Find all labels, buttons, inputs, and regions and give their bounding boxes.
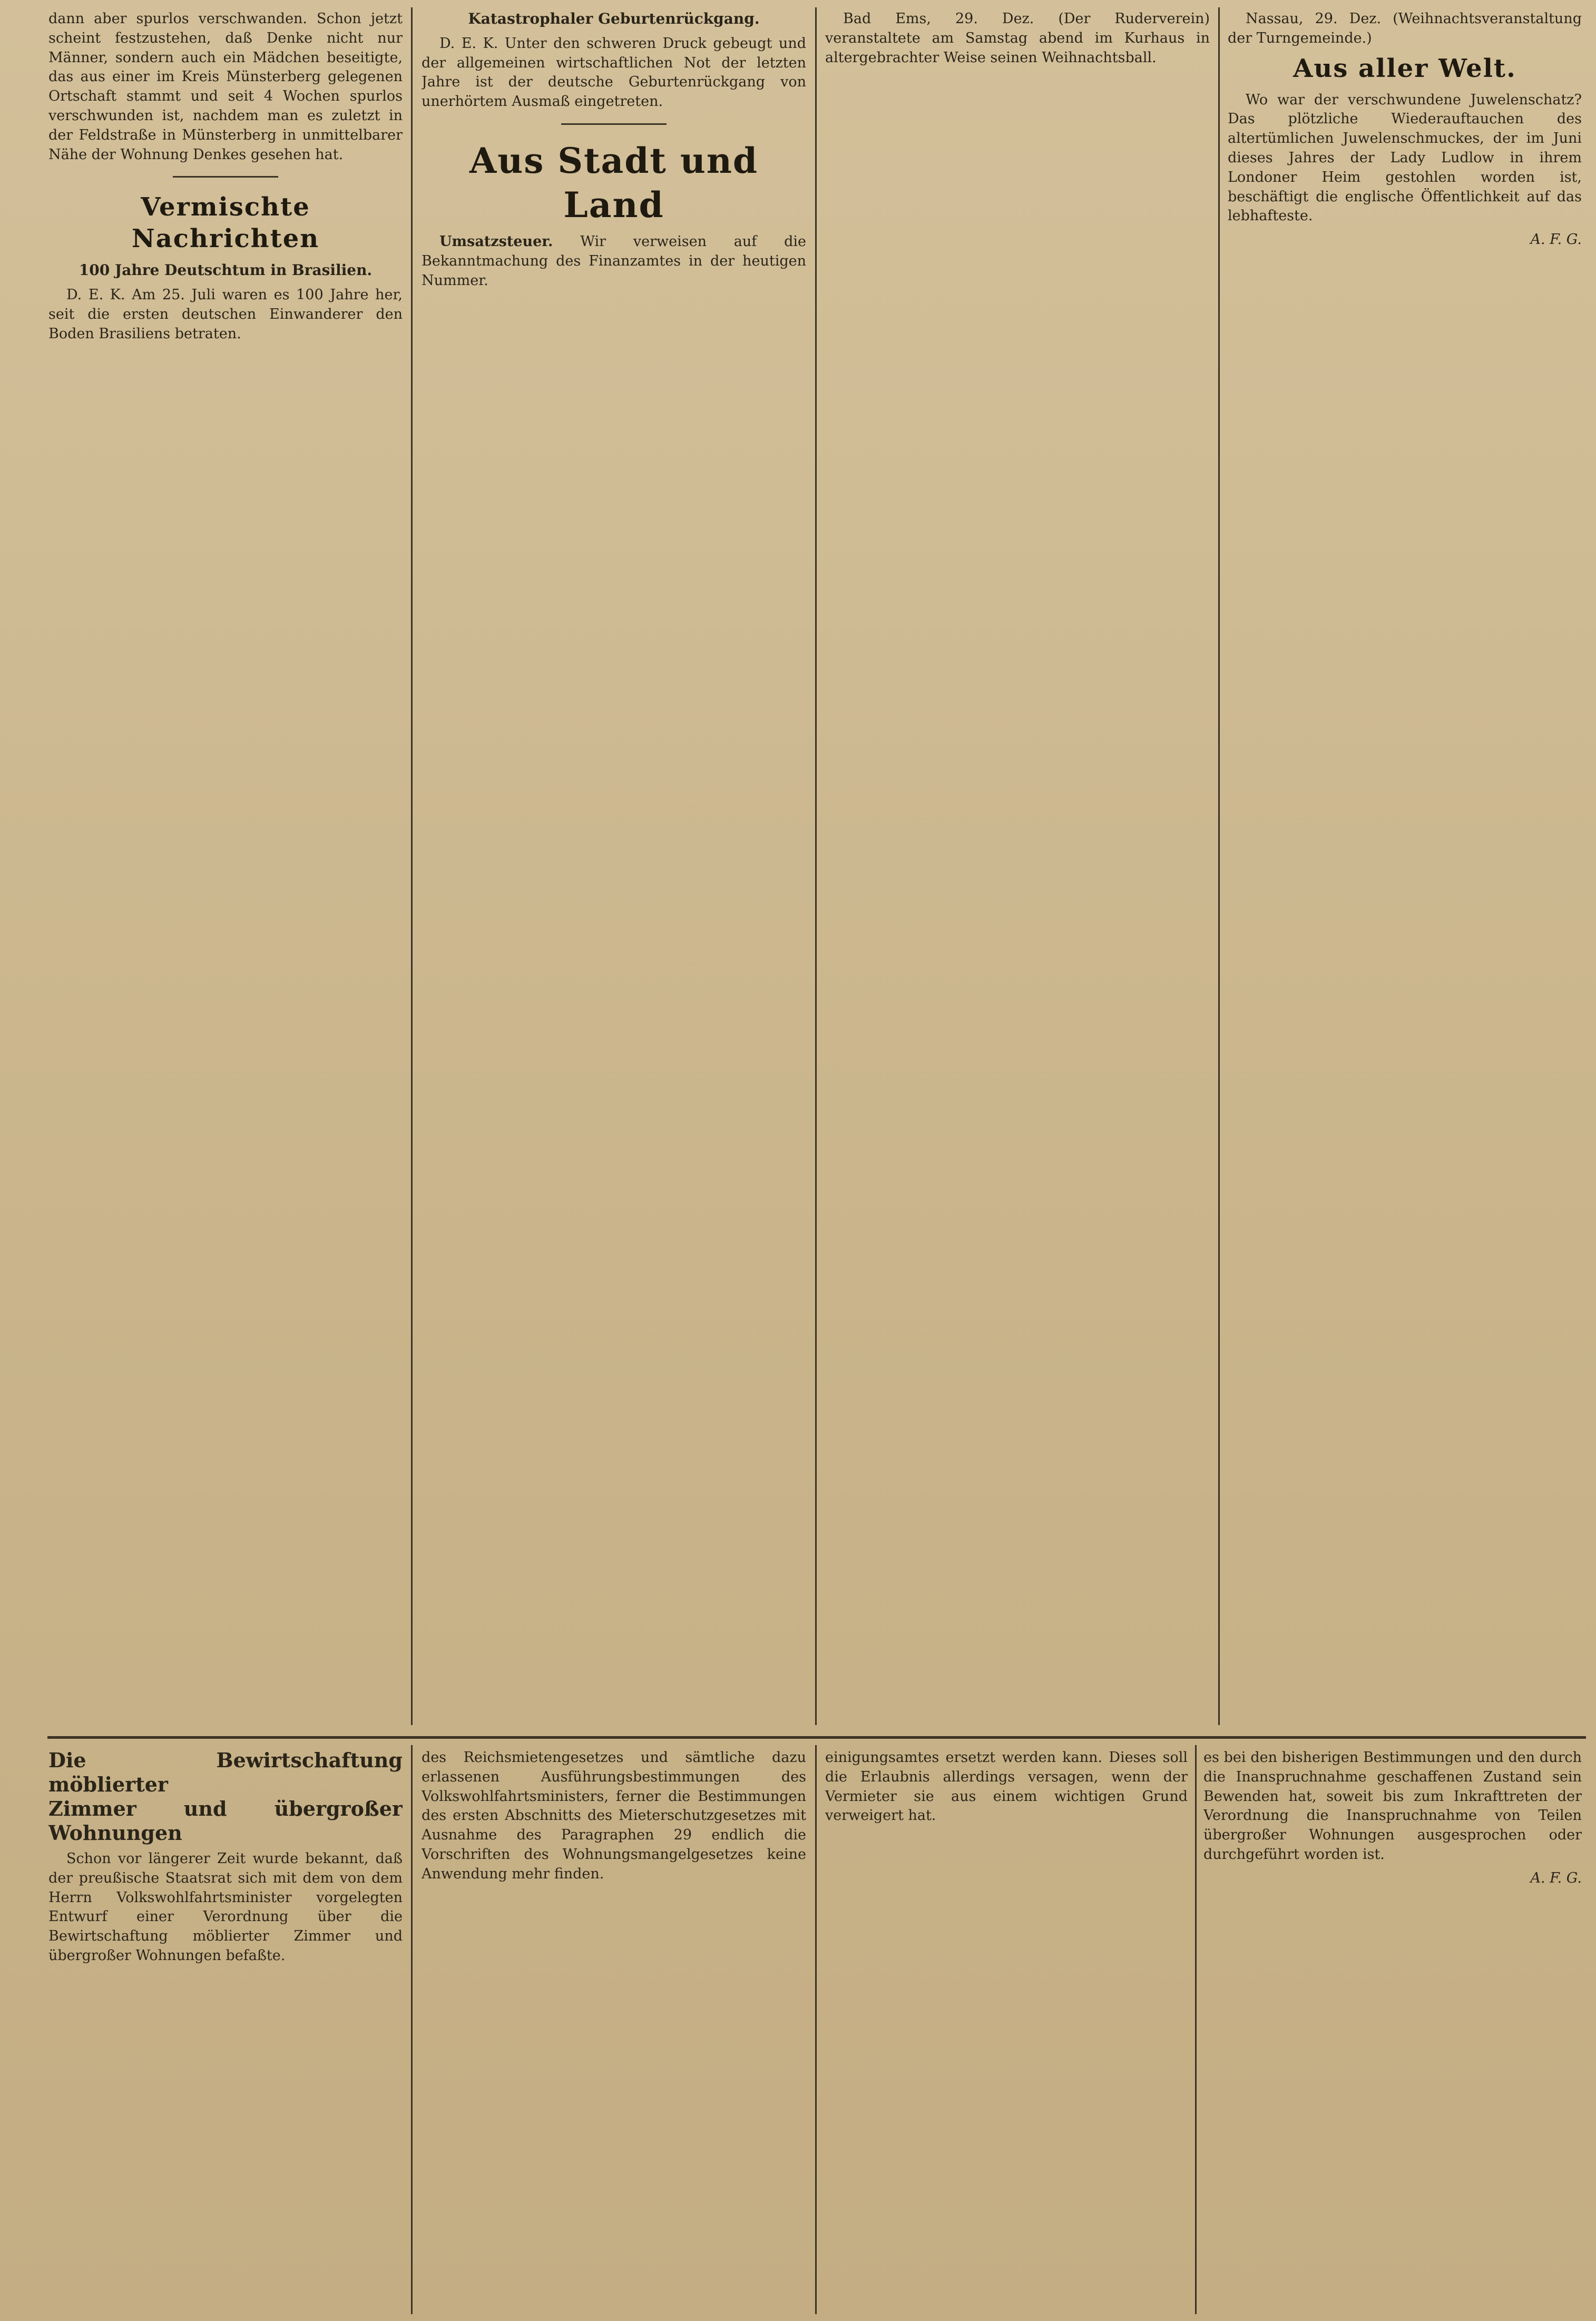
continuation-text: dann aber spurlos verschwanden. Schon jetzt scheint festzustehen, daß Denke nicht nur Männer, sondern auch ein Mädchen beseitigte, das aus einer im Kreis Münsterberg gelegenen Ortschaft stammt und seit 4 Wochen spurlos verschwunden ist, nachdem man es zuletzt in der Feldstraße in Münsterberg in unmittelbarer Nähe der Wohnung Denkes gesehen hat. (48, 11, 403, 163)
article-heading-brasilien: 100 Jahre Deutschtum in Brasilien. (79, 261, 373, 279)
article-text: einigungsamtes ersetzt werden kann. Dieses soll die Erlaubnis allerdings versagen, wenn der Vermieter sie aus einem wichtigen Grund verweigert hat. (825, 1749, 1188, 1824)
column-rule (815, 7, 817, 1725)
item-label: Umsatzsteuer. (439, 233, 553, 250)
bottom-column-3 (825, 1748, 1188, 2312)
section-heading-vermischte: Vermischte Nachrichten (131, 192, 320, 254)
column-rule (411, 7, 413, 1725)
bottom-column-1 (48, 1748, 403, 2312)
article-title (48, 1748, 403, 1845)
bottom-column-4 (1203, 1748, 1582, 2312)
article-title-line-1: Die Bewirtschaftung möblierter (48, 1748, 403, 1796)
article-heading-geburtenrueckgang: Katastrophaler Geburtenrückgang. (468, 10, 760, 27)
column-rule (815, 1745, 817, 2314)
article-text: des Reichsmietengesetzes und sämtliche dazu erlassenen Ausführungsbestimmungen des Volkswohlfahrtsministers, ferner die Bestimmungen des ersten Abschnitts des Mieterschutzgesetzes mit Ausnahme des Paragraphen 29 endlich die Vorschriften des Wohnungsmangelgesetzes keine Anwendung mehr finden. (422, 1749, 806, 1882)
column-2 (422, 9, 806, 1728)
article-text: es bei den bisherigen Bestimmungen und den durch die Inanspruchnahme geschaffenen Zustand sein Bewenden hat, soweit bis zum Inkrafttreten der Verordnung die Inanspruchnahme von Teilen übergroßer Wohnungen ausgesprochen oder durchgeführt worden ist. (1203, 1749, 1582, 1863)
section-rule (47, 1736, 1586, 1739)
divider (561, 123, 667, 125)
column-rule (1195, 1745, 1197, 2314)
bottom-column-2 (422, 1748, 806, 2312)
article-lead: Wo war der verschwundene Juwelenschatz? Das plötzliche Wiederauftauchen des altertümlichen Juwelenschmuckes, der im Juni dieses Jahres der Lady Ludlow in ihrem Londoner Heim gestohlen worden ist, beschäftigt die englische Öffentlichkeit auf das lebhafteste. (1228, 91, 1582, 224)
article-lead: Schon vor längerer Zeit wurde bekannt, daß der preußische Staatsrat sich mit dem von dem Herrn Volkswohlfahrtsminister vorgelegten Entwurf einer Verordnung über die Bewirtschaftung möblierter Zimmer und übergroßer Wohnungen befaßte. (48, 1850, 403, 1964)
article-lead: Bad Ems, 29. Dez. (Der Ruderverein) veranstaltete am Samstag abend im Kurhaus in altergebrachter Weise seinen Weihnachtsball. (825, 11, 1210, 66)
article-lead: D. E. K. Am 25. Juli waren es 100 Jahre her, seit die ersten deutschen Einwanderer den Boden Brasiliens betraten. (48, 287, 403, 342)
article-lead: D. E. K. Unter den schweren Druck gebeugt und der allgemeinen wirtschaftlichen Not der letzten Jahre ist der deutsche Geburtenrückgang von unerhörtem Ausmaß eingetreten. (422, 35, 806, 110)
article-title-line-2: Zimmer und übergroßer Wohnungen (48, 1797, 403, 1845)
divider (173, 176, 278, 178)
column-1 (48, 9, 403, 1728)
signature: A. F. G. (1530, 231, 1582, 248)
article-lead: Nassau, 29. Dez. (Weihnachtsveranstaltung der Turngemeinde.) (1228, 11, 1582, 46)
column-rule (1218, 7, 1220, 1725)
column-3 (825, 9, 1210, 1728)
section-heading-stadt-und-land: Aus Stadt und Land (469, 140, 758, 226)
item-text: Wir verweisen auf die Bekanntmachung des Finanzamtes in der heutigen Nummer. (422, 233, 806, 289)
signature: A. F. G. (1530, 1869, 1582, 1886)
column-4 (1228, 9, 1582, 1728)
column-rule (411, 1745, 413, 2314)
section-heading-aus-aller-welt: Aus aller Welt. (1293, 53, 1516, 83)
